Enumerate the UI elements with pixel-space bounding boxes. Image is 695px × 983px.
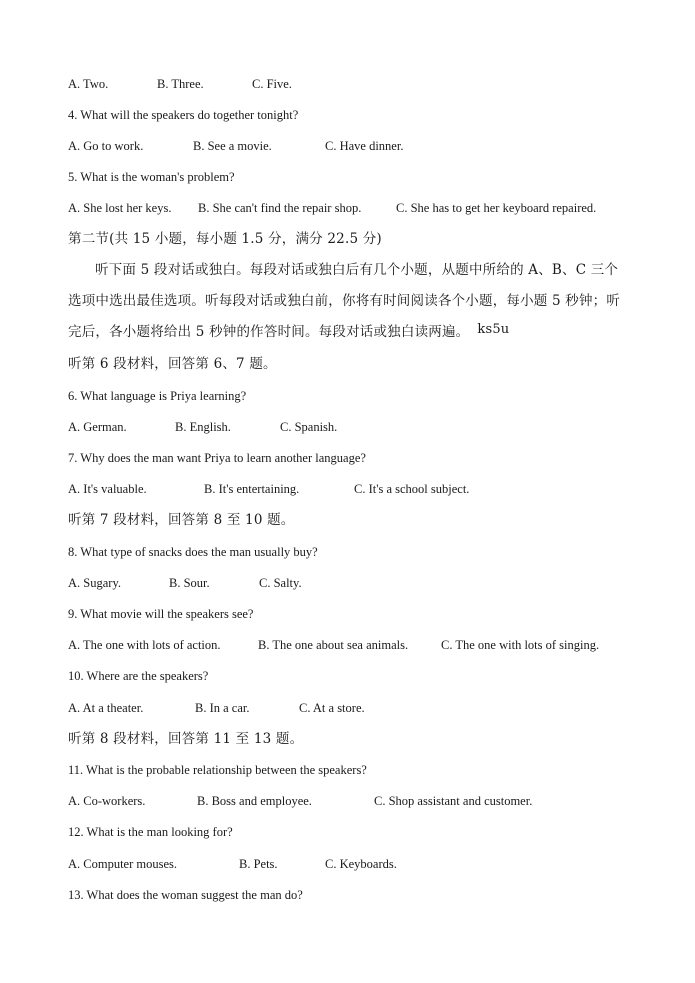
q5-options [68, 200, 596, 216]
q10-option-b: B. In a car. [195, 701, 250, 715]
q11-option-b: B. Boss and employee. [197, 794, 312, 808]
q4-question: 4. What will the speakers do together tonight? [68, 108, 299, 122]
q6-option-b: B. English. [175, 420, 231, 434]
q3-option-a: A. Two. [68, 77, 109, 91]
q7-option-b: B. It's entertaining. [204, 482, 300, 496]
q3-options [68, 76, 292, 92]
q12-options [68, 856, 397, 872]
q10-options [68, 700, 365, 716]
q8-option-b: B. Sour. [169, 576, 210, 590]
q8-options [68, 575, 302, 591]
q10-question: 10. Where are the speakers? [68, 669, 209, 683]
section2-instructions-1: 听下面 5 段对话或独白。每段对话或独白后有几个小题，从题中所给的 A、B、C 三个 [95, 262, 619, 278]
q9-option-a: A. The one with lots of action. [68, 638, 221, 652]
q10-option-c: C. At a store. [299, 701, 365, 715]
q4-options [68, 138, 403, 154]
q6-option-c: C. Spanish. [280, 420, 338, 434]
q7-question: 7. Why does the man want Priya to learn another language? [68, 451, 366, 465]
q11-question: 11. What is the probable relationship between the speakers? [68, 763, 367, 777]
section2-instructions-3: 完后，各小题将给出 5 秒钟的作答时间。每段对话或独白读两遍。 [68, 324, 470, 340]
q7-option-a: A. It's valuable. [68, 482, 147, 496]
section2-heading: 第二节(共 15 小题，每小题 1.5 分，满分 22.5 分) [68, 231, 382, 247]
material-7: 听第 7 段材料，回答第 8 至 10 题。 [68, 512, 295, 528]
section2-instructions-2: 选项中选出最佳选项。听每段对话或独白前，你将有时间阅读各个小题，每小题 5 秒钟；听 [68, 293, 621, 309]
q3-option-c: C. Five. [252, 77, 292, 91]
q9-option-b: B. The one about sea animals. [258, 638, 409, 652]
q5-option-c: C. She has to get her keyboard repaired. [396, 201, 597, 215]
q5-option-b: B. She can't find the repair shop. [198, 201, 362, 215]
q3-option-b: B. Three. [157, 77, 204, 91]
q12-option-c: C. Keyboards. [325, 857, 397, 871]
q12-question: 12. What is the man looking for? [68, 825, 233, 839]
q4-option-c: C. Have dinner. [325, 139, 404, 153]
q7-options [68, 481, 469, 497]
q4-option-a: A. Go to work. [68, 139, 144, 153]
q7-option-c: C. It's a school subject. [354, 482, 470, 496]
section2-instructions-3-row [68, 324, 509, 341]
q10-option-a: A. At a theater. [68, 701, 144, 715]
q12-option-b: B. Pets. [239, 857, 278, 871]
q9-options [68, 637, 599, 653]
q8-option-a: A. Sugary. [68, 576, 122, 590]
q6-options [68, 419, 337, 435]
q5-question: 5. What is the woman's problem? [68, 170, 235, 184]
q8-question: 8. What type of snacks does the man usually buy? [68, 545, 318, 559]
q4-option-b: B. See a movie. [193, 139, 272, 153]
q13-question: 13. What does the woman suggest the man do? [68, 888, 303, 902]
q8-option-c: C. Salty. [259, 576, 302, 590]
q11-option-c: C. Shop assistant and customer. [374, 794, 533, 808]
q11-options [68, 793, 532, 809]
q6-question: 6. What language is Priya learning? [68, 389, 247, 403]
q12-option-a: A. Computer mouses. [68, 857, 178, 871]
material-6: 听第 6 段材料，回答第 6、7 题。 [68, 356, 277, 372]
watermark-ks5u: ks5u [477, 322, 510, 337]
material-8: 听第 8 段材料，回答第 11 至 13 题。 [68, 731, 304, 747]
q11-option-a: A. Co-workers. [68, 794, 146, 808]
q9-option-c: C. The one with lots of singing. [441, 638, 600, 652]
q9-question: 9. What movie will the speakers see? [68, 607, 254, 621]
q5-option-a: A. She lost her keys. [68, 201, 172, 215]
q6-option-a: A. German. [68, 420, 127, 434]
